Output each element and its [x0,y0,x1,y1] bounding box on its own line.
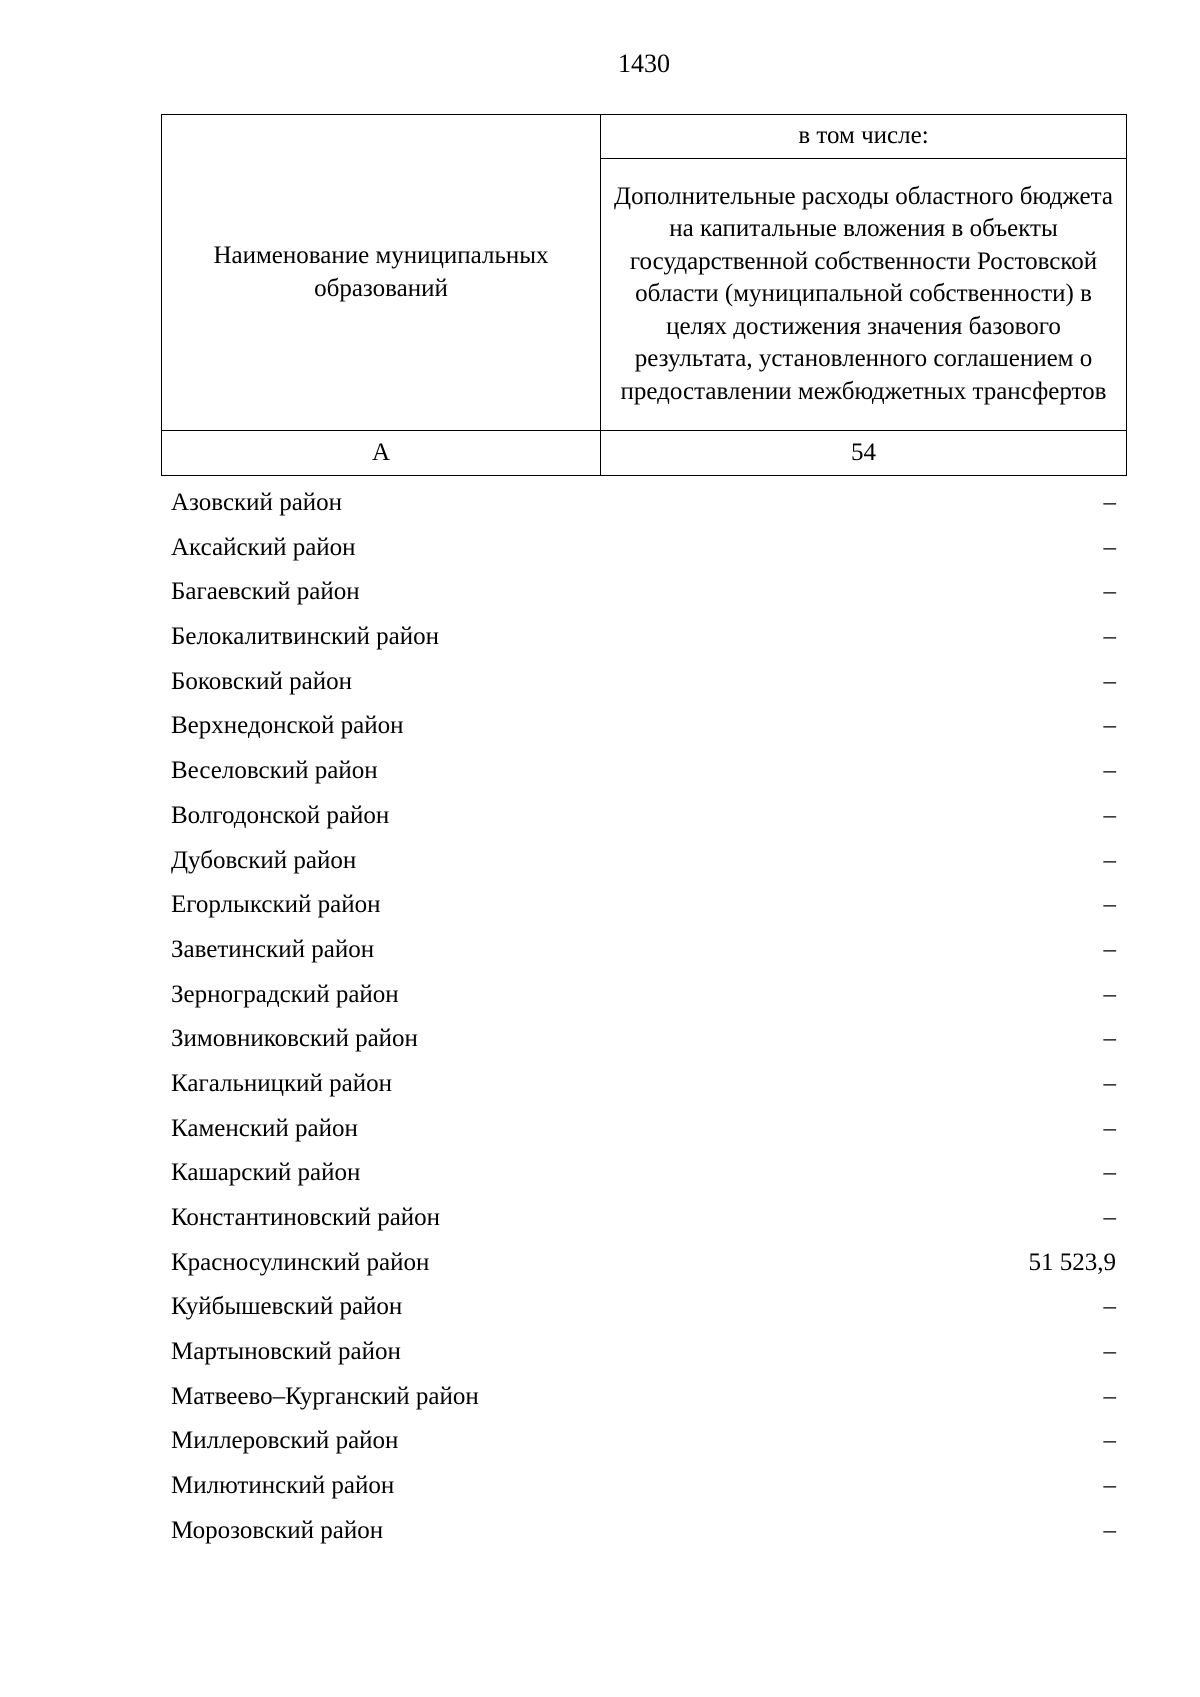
table-row [161,1375,1126,1420]
municipality-name: Егорлыкский район [171,891,381,919]
column-group-header: в том числе: [601,115,1127,159]
column-code-a: А [162,431,601,476]
table-row [161,1151,1126,1196]
table-row [161,928,1126,973]
expense-value: – [1103,935,1116,963]
page-number: 1430 [618,49,670,78]
table-row [161,1062,1126,1107]
municipality-name: Волгодонской район [171,801,390,829]
municipality-name: Азовский район [171,489,343,516]
municipality-name: Верхнедонской район [171,712,404,740]
expense-value: – [1103,891,1116,919]
municipality-name: Кашарский район [171,1159,361,1187]
expense-value: – [1103,801,1116,829]
table-row [161,1285,1126,1330]
table-row [161,1330,1126,1375]
expense-value: – [1103,533,1116,561]
table-row [161,704,1126,749]
table-row [161,1017,1126,1062]
municipality-name: Константиновский район [171,1204,441,1231]
municipality-name: Веселовский район [171,757,378,785]
expense-value: – [1103,1472,1116,1500]
expense-value: – [1103,623,1116,651]
expense-value: – [1103,1516,1116,1544]
expense-value: – [1103,1069,1116,1097]
column-header-additional-expenses: Дополнительные расходы областного бюджета на капитальные вложения в объекты государственной собственности Ростовской области (муниципальной собственности) в целях достижения значения базового результата, установленного соглашением о предоставлении межбюджетных трансфертов [601,159,1127,431]
expense-value: – [1103,1025,1116,1053]
municipality-name: Аксайский район [171,533,356,561]
table-row [161,615,1126,660]
municipality-name: Милютинский район [171,1472,395,1500]
table-row [161,883,1126,928]
municipality-name: Красносулинский район [171,1248,430,1276]
expense-value: – [1103,1114,1116,1142]
expense-value: – [1103,1293,1116,1321]
table-row [161,1509,1126,1554]
table-row [161,526,1126,571]
expense-value: – [1103,489,1116,516]
municipality-name: Зимовниковский район [171,1025,418,1053]
table-row [161,1241,1126,1286]
table-row [161,570,1126,615]
table-row [161,1419,1126,1464]
expense-value: – [1103,1382,1116,1410]
municipality-name: Мартыновский район [171,1338,401,1366]
expense-value: – [1103,1204,1116,1231]
municipality-name: Белокалитвинский район [171,623,439,651]
municipality-name: Зерноградский район [171,980,399,1008]
table-row [161,749,1126,794]
expense-value: – [1103,1427,1116,1455]
municipality-name: Куйбышевский район [171,1293,403,1321]
expense-value: – [1103,980,1116,1008]
municipality-name: Каменский район [171,1114,358,1142]
table-body [161,481,1126,1554]
table-row [161,794,1126,839]
table-row [161,973,1126,1018]
column-header-municipality: Наименование муниципальных образований [162,115,601,431]
municipality-name: Боковский район [171,667,352,695]
expense-value: – [1103,757,1116,785]
municipality-name: Миллеровский район [171,1427,399,1455]
municipality-name: Заветинский район [171,935,375,963]
column-code-54: 54 [601,431,1127,476]
table-row [161,1107,1126,1152]
expense-value: – [1103,667,1116,695]
table-row [161,1464,1126,1509]
municipality-name: Кагальницкий район [171,1069,393,1097]
expense-value: 51 523,9 [1028,1248,1116,1276]
expense-value: – [1103,712,1116,740]
expense-value: – [1103,578,1116,606]
table-row [161,1196,1126,1241]
municipality-name: Дубовский район [171,846,357,874]
municipality-name: Багаевский район [171,578,360,606]
table-row [161,660,1126,705]
table-header [161,114,1127,476]
table-row [161,481,1126,526]
municipality-name: Матвеево–Курганский район [171,1382,479,1410]
expense-value: – [1103,1159,1116,1187]
municipality-name: Морозовский район [171,1516,384,1544]
expense-value: – [1103,846,1116,874]
expense-value: – [1103,1338,1116,1366]
table-row [161,839,1126,884]
